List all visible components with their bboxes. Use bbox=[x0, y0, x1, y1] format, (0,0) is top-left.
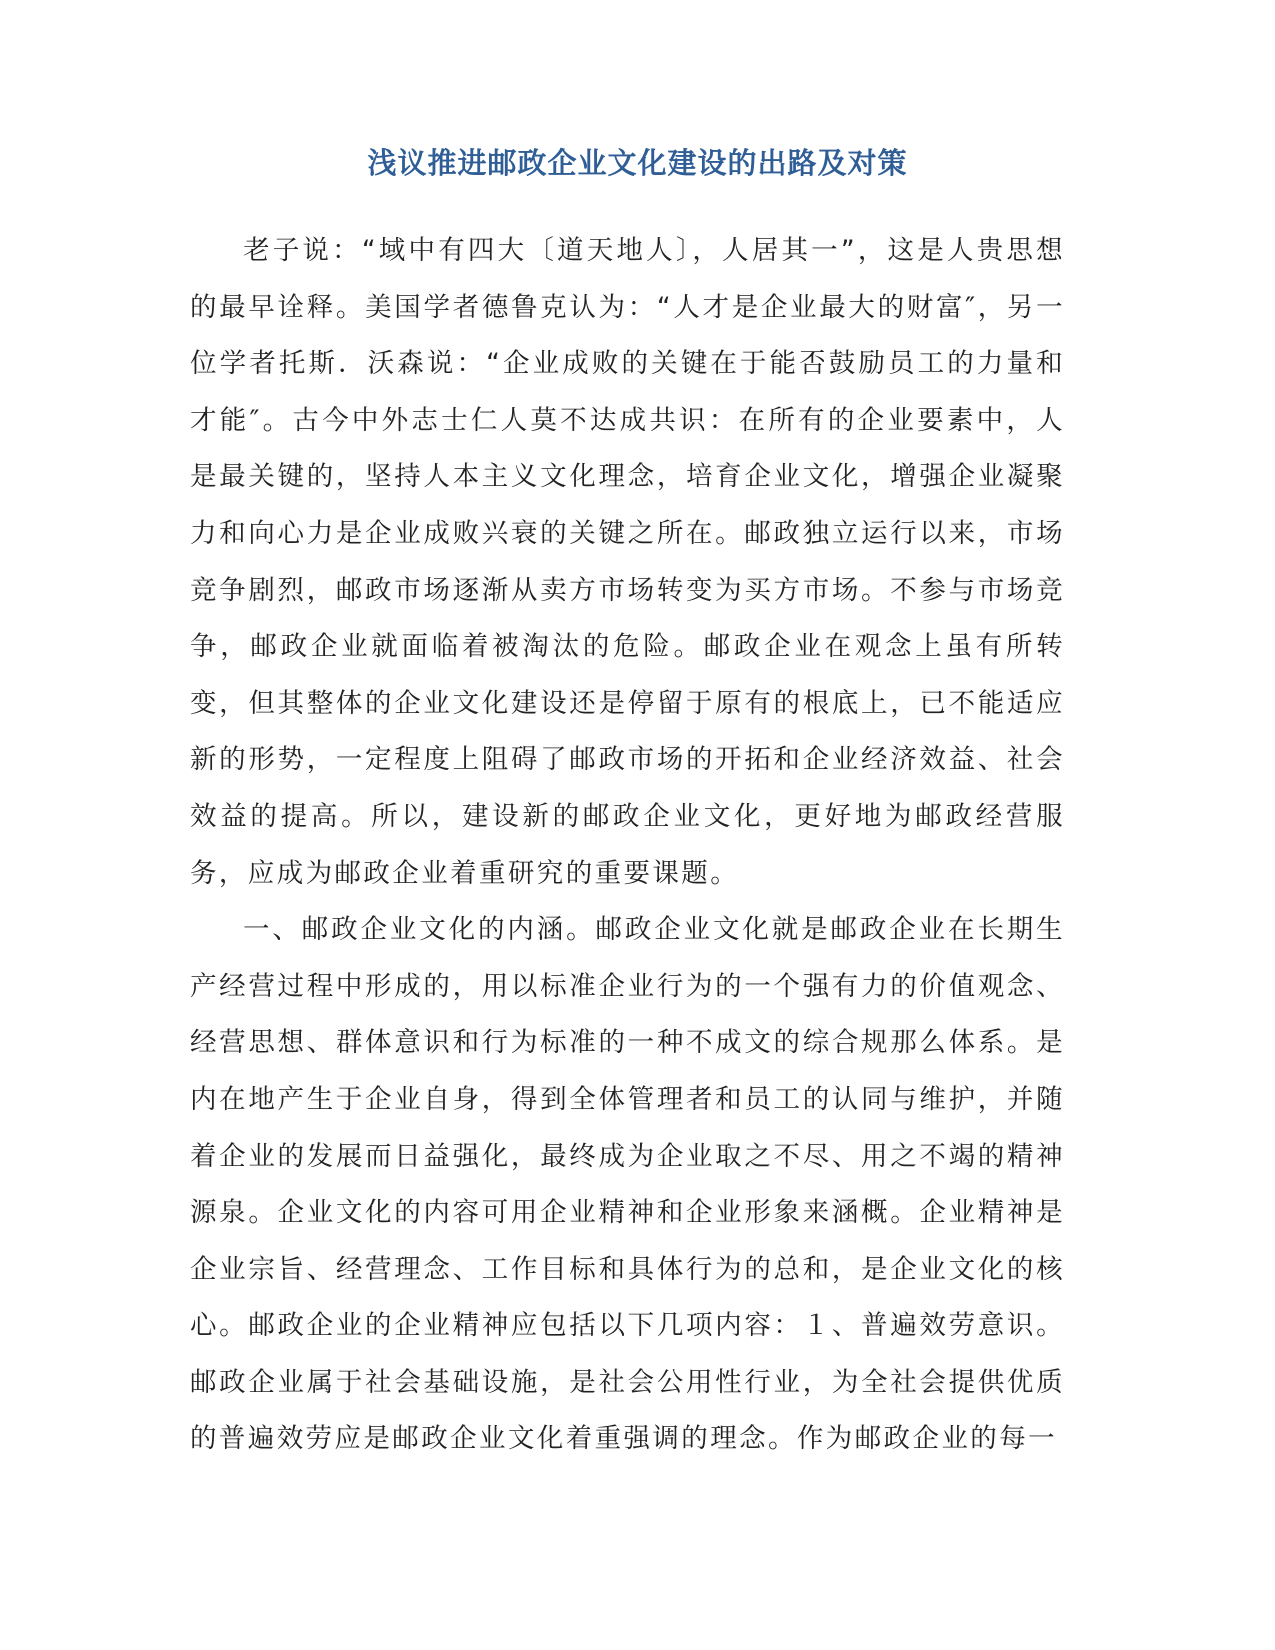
paragraph-section-one: 一、邮政企业文化的内涵。邮政企业文化就是邮政企业在长期生产经营过程中形成的，用以标准企业行为的一个强有力的价值观念、经营思想、群体意识和行为标准的一种不成文的综合规那么体系。是内在地产生于企业自身，得到全体管理者和员工的认同与维护，并随着企业的发展而日益强化，最终成为企业取之不尽、用之不竭的精神源泉。企业文化的内容可用企业精神和企业形象来涵概。企业精神是企业宗旨、经营理念、工作目标和具体行为的总和，是企业文化的核心。邮政企业的企业精神应包括以下几项内容：１、普遍效劳意识。邮政企业属于社会基础设施，是社会公用性行业，为全社会提供优质的普遍效劳应是邮政企业文化着重强调的理念。作为邮政企业的每一 bbox=[190, 914, 1065, 1455]
paragraph-intro: 老子说：“域中有四大〔道天地人〕，人居其一”，这是人贵思想的最早诠释。美国学者德鲁克认为：“人才是企业最大的财富″，另一位学者托斯．沃森说：“企业成败的关键在于能否鼓励员工的力量和才能″。古今中外志士仁人莫不达成共识：在所有的企业要素中，人是最关键的，坚持人本主义文化理念，培育企业文化，增强企业凝聚力和向心力是企业成败兴衰的关键之所在。邮政独立运行以来，市场竞争剧烈，邮政市场逐渐从卖方市场转变为买方市场。不参与市场竞争，邮政企业就面临着被淘汰的危险。邮政企业在观念上虽有所转变，但其整体的企业文化建设还是停留于原有的根底上，已不能适应新的形势，一定程度上阻碍了邮政市场的开拓和企业经济效益、社会效益的提高。所以，建设新的邮政企业文化，更好地为邮政经营服务，应成为邮政企业着重研究的重要课题。 bbox=[190, 235, 1065, 889]
document-body bbox=[190, 223, 1065, 1468]
document-title: 浅议推进邮政企业文化建设的出路及对策 bbox=[367, 146, 908, 180]
